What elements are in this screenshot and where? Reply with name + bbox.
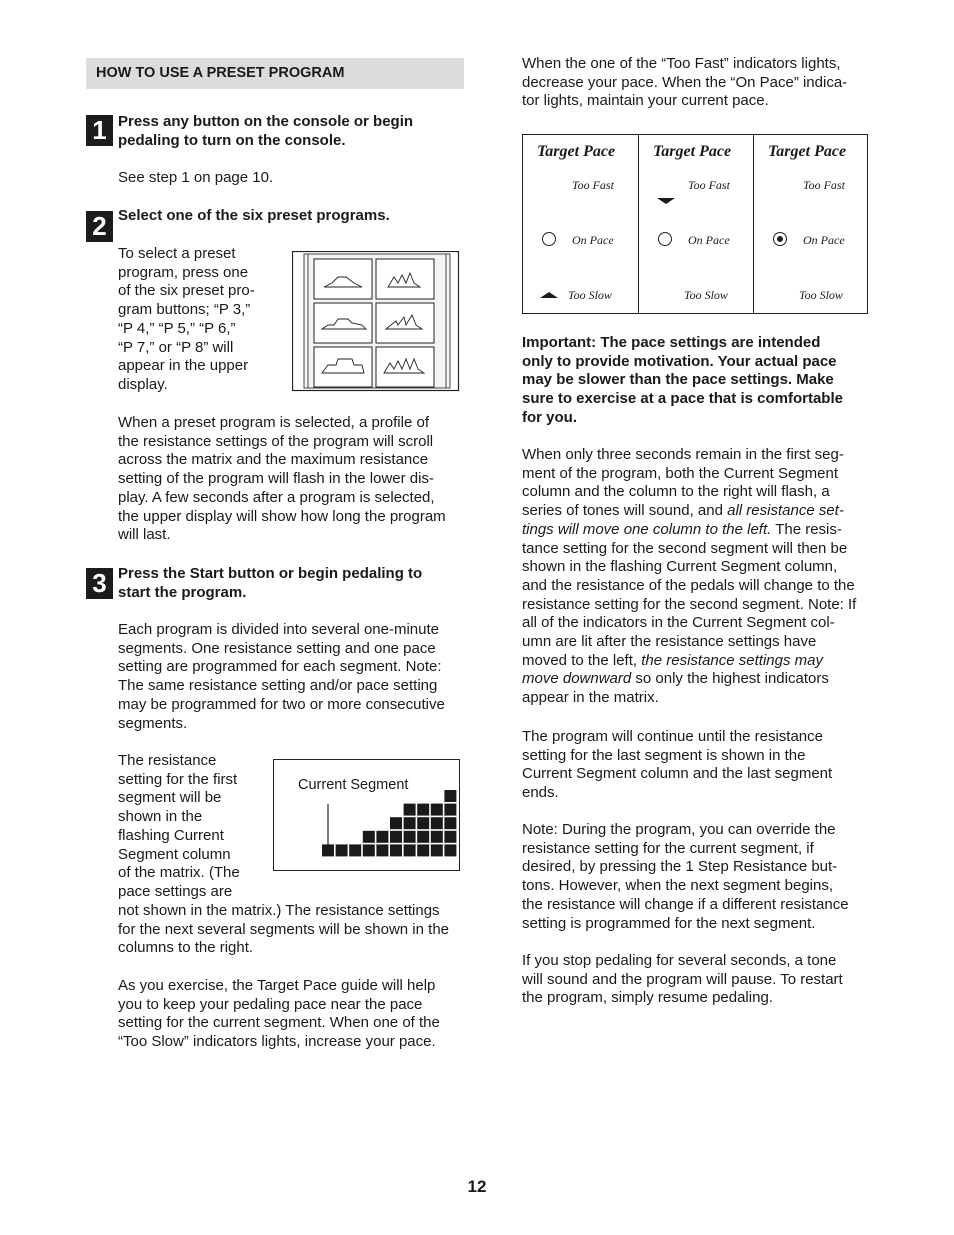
matrix-cell bbox=[390, 831, 402, 843]
too-fast-indicator bbox=[656, 197, 676, 205]
text-line bbox=[522, 521, 856, 540]
matrix-cell bbox=[431, 817, 443, 829]
text-line bbox=[522, 652, 856, 671]
matrix-cell bbox=[417, 817, 429, 829]
text-line: setting are programmed for each segment. Note: bbox=[118, 658, 442, 676]
matrix-cell bbox=[322, 844, 334, 856]
text-line: you to keep your pedaling pace near the pace bbox=[118, 995, 423, 1013]
matrix-cell bbox=[363, 844, 375, 856]
text-line: segment will be bbox=[118, 789, 222, 807]
text-line: setting for the first bbox=[118, 770, 238, 788]
matrix-cell bbox=[390, 844, 402, 856]
step-3-heading-line: Press the Start button or begin pedaling to bbox=[118, 565, 423, 582]
text-line bbox=[522, 483, 856, 502]
text-line: “Too Slow” indicators lights, increase your pace. bbox=[118, 1033, 436, 1051]
text-line: As you exercise, the Target Pace guide will help bbox=[118, 977, 436, 994]
on-pace-indicator bbox=[773, 232, 787, 246]
text-line bbox=[522, 670, 856, 689]
step-2-number: 2 bbox=[86, 211, 113, 242]
step-3-body bbox=[118, 621, 445, 733]
text-line: To select a preset bbox=[118, 245, 236, 262]
text-line: resistance setting for the current segment, if bbox=[522, 839, 814, 857]
current-segment-matrix bbox=[274, 760, 461, 872]
matrix-cell bbox=[390, 817, 402, 829]
text-line: sure to exercise at a pace that is comfortable bbox=[522, 390, 843, 408]
pause-note-text bbox=[522, 952, 843, 1008]
important-notice bbox=[522, 334, 843, 428]
too-fast-label: Too Fast bbox=[803, 178, 845, 192]
text-line: program, press one bbox=[118, 263, 249, 281]
on-pace-indicator bbox=[658, 232, 672, 246]
text-line bbox=[522, 502, 856, 521]
override-note-text bbox=[522, 821, 849, 933]
text-line: segments. bbox=[118, 714, 188, 732]
text-line: desired, by pressing the 1 Step Resistance but- bbox=[522, 858, 838, 876]
matrix-cell bbox=[404, 844, 416, 856]
on-pace-label: On Pace bbox=[572, 233, 614, 247]
matrix-cell bbox=[363, 831, 375, 843]
text-line: When a preset program is selected, a profile of bbox=[118, 414, 429, 431]
text-line: the upper display will show how long the program bbox=[118, 507, 446, 525]
step-3-heading bbox=[118, 565, 422, 602]
matrix-cell bbox=[444, 804, 456, 816]
text: resistance setting for the second segment. Note: If bbox=[522, 595, 857, 613]
too-slow-label: Too Slow bbox=[568, 288, 612, 302]
pace-intro-text bbox=[522, 55, 847, 111]
text-line: for you. bbox=[522, 408, 577, 426]
text-line: setting for the last segment is shown in the bbox=[522, 746, 806, 764]
matrix-cell bbox=[417, 844, 429, 856]
italic-text: the resistance settings may bbox=[641, 651, 823, 669]
text-line: gram buttons; “P 3,” bbox=[118, 301, 251, 319]
target-pace-column bbox=[523, 135, 638, 313]
text-line: the resistance will change if a different resistance bbox=[522, 895, 849, 913]
matrix-cell bbox=[444, 790, 456, 802]
current-segment-label: Current Segment bbox=[298, 777, 409, 793]
step-1-number: 1 bbox=[86, 115, 113, 146]
text-line: appear in the upper bbox=[118, 357, 249, 375]
step-3-side-text bbox=[118, 752, 240, 902]
text: so only the highest indicators bbox=[631, 670, 829, 688]
italic-text: move downward bbox=[522, 670, 632, 688]
text-line bbox=[522, 540, 856, 559]
current-segment-panel bbox=[273, 759, 460, 871]
matrix-cell bbox=[376, 844, 388, 856]
text-line: tons. However, when the next segment begins, bbox=[522, 877, 834, 895]
too-slow-indicator bbox=[539, 291, 559, 299]
step-3-target-pace-text bbox=[118, 977, 440, 1052]
text-line bbox=[522, 446, 856, 465]
text-line: decrease your pace. When the “On Pace” indica- bbox=[522, 73, 848, 91]
text-line: ends. bbox=[522, 784, 559, 802]
matrix-cell bbox=[444, 844, 456, 856]
italic-text: all resistance set- bbox=[727, 502, 844, 520]
text-line bbox=[522, 614, 856, 633]
text: all of the indicators in the Current Segment col- bbox=[522, 614, 835, 632]
step-2-side-text bbox=[118, 245, 255, 395]
text: tance setting for the second segment will then be bbox=[522, 539, 848, 557]
on-pace-label: On Pace bbox=[688, 233, 730, 247]
section-title: HOW TO USE A PRESET PROGRAM bbox=[96, 65, 345, 81]
target-pace-column bbox=[753, 135, 869, 313]
text-line: display. bbox=[118, 375, 168, 393]
text: moved to the left, bbox=[522, 651, 642, 669]
page-number: 12 bbox=[467, 1177, 487, 1196]
text: umn are lit after the resistance settings have bbox=[522, 633, 817, 651]
text-line: of the six preset pro- bbox=[118, 282, 255, 300]
target-pace-table bbox=[522, 134, 868, 314]
matrix-cell bbox=[417, 831, 429, 843]
text-line: Note: During the program, you can override the bbox=[522, 821, 836, 838]
text: series of tones will sound, and bbox=[522, 502, 728, 520]
too-slow-label: Too Slow bbox=[799, 288, 843, 302]
target-pace-title: Target Pace bbox=[537, 143, 616, 160]
text-line: setting of the program will flash in the lower dis- bbox=[118, 470, 434, 488]
text-line: tor lights, maintain your current pace. bbox=[522, 92, 769, 110]
matrix-cell bbox=[444, 817, 456, 829]
text-line: the program, simply resume pedaling. bbox=[522, 989, 773, 1007]
step-1-body: See step 1 on page 10. bbox=[118, 169, 274, 186]
text-line: shown in the bbox=[118, 808, 203, 826]
text-line: When the one of the “Too Fast” indicators lights, bbox=[522, 55, 841, 72]
text-line: Each program is divided into several one-minute bbox=[118, 621, 439, 638]
text-line: setting is programmed for the next segment. bbox=[522, 914, 816, 932]
step-3-heading-line: start the program. bbox=[118, 583, 247, 601]
text-line: will last. bbox=[118, 526, 171, 544]
text-line: of the matrix. (The bbox=[118, 864, 240, 882]
step-3-number: 3 bbox=[86, 568, 113, 599]
text-line: The resistance bbox=[118, 752, 217, 769]
matrix-cell bbox=[431, 831, 443, 843]
text-line bbox=[522, 596, 856, 615]
matrix-cell bbox=[349, 844, 361, 856]
preset-program-buttons-illustration bbox=[292, 251, 460, 392]
text-line: setting for the current segment. When one of the bbox=[118, 1014, 440, 1032]
step-2-heading: Select one of the six preset programs. bbox=[118, 207, 390, 224]
text: shown in the flashing Current Segment column, bbox=[522, 558, 838, 576]
text-line bbox=[522, 633, 856, 652]
text-line: Current Segment column and the last segment bbox=[522, 765, 833, 783]
text-line: will sound and the program will pause. To restart bbox=[522, 970, 843, 988]
matrix-cell bbox=[417, 804, 429, 816]
target-pace-column bbox=[638, 135, 754, 313]
text-line: columns to the right. bbox=[118, 939, 254, 957]
section-header bbox=[86, 58, 464, 89]
text-line: The same resistance setting and/or pace setting bbox=[118, 677, 438, 695]
step-1-heading-line: Press any button on the console or begin bbox=[118, 113, 414, 130]
text-line: not shown in the matrix.) The resistance settings bbox=[118, 902, 440, 919]
matrix-cell bbox=[376, 831, 388, 843]
on-pace-indicator bbox=[542, 232, 556, 246]
text-line: only to provide motivation. Your actual pace bbox=[522, 352, 837, 370]
text-line: may be slower than the pace settings. Make bbox=[522, 371, 834, 389]
text: ment of the program, both the Current Segment bbox=[522, 464, 839, 482]
text-line: flashing Current bbox=[118, 826, 224, 844]
text-line: segments. One resistance setting and one pace bbox=[118, 639, 436, 657]
text-line bbox=[522, 465, 856, 484]
too-fast-label: Too Fast bbox=[572, 178, 614, 192]
text-line: across the matrix and the maximum resistance bbox=[118, 451, 429, 469]
matrix-cell bbox=[336, 844, 348, 856]
text-line bbox=[522, 577, 856, 596]
matrix-cell bbox=[431, 804, 443, 816]
text: When only three seconds remain in the first seg- bbox=[522, 446, 844, 463]
italic-text: tings will move one column to the left. bbox=[522, 520, 772, 538]
matrix-cell bbox=[404, 804, 416, 816]
text-line: for the next several segments will be shown in the bbox=[118, 920, 450, 938]
text-line: “P 4,” “P 5,” “P 6,” bbox=[118, 319, 236, 337]
text-line: Segment column bbox=[118, 845, 231, 863]
segment-transition-text bbox=[522, 446, 856, 708]
text: and the resistance of the pedals will change to the bbox=[522, 576, 855, 594]
on-pace-label: On Pace bbox=[803, 233, 845, 247]
step-3-body-continued bbox=[118, 902, 449, 958]
matrix-cell bbox=[444, 831, 456, 843]
text-line: “P 7,” or “P 8” will bbox=[118, 338, 234, 356]
text-line: play. A few seconds after a program is selected, bbox=[118, 488, 435, 506]
text-line: If you stop pedaling for several seconds, a tone bbox=[522, 952, 837, 969]
text-line: pace settings are bbox=[118, 882, 233, 900]
step-1-heading bbox=[118, 113, 413, 150]
text-line: may be programmed for two or more consecutive bbox=[118, 695, 445, 713]
text: appear in the matrix. bbox=[522, 689, 659, 707]
too-fast-label: Too Fast bbox=[688, 178, 730, 192]
text-line: Important: The pace settings are intended bbox=[522, 334, 821, 351]
text-line bbox=[522, 689, 856, 708]
target-pace-title: Target Pace bbox=[653, 143, 732, 160]
matrix-cell bbox=[404, 817, 416, 829]
target-pace-title: Target Pace bbox=[768, 143, 847, 160]
step-2-body bbox=[118, 414, 446, 545]
step-1-heading-line: pedaling to turn on the console. bbox=[118, 131, 346, 149]
text-line bbox=[522, 558, 856, 577]
text-line: The program will continue until the resistance bbox=[522, 728, 823, 745]
matrix-cell bbox=[431, 844, 443, 856]
program-end-text bbox=[522, 728, 832, 803]
text: column and the column to the right will flash, a bbox=[522, 483, 830, 501]
text: The resis- bbox=[771, 520, 842, 538]
matrix-cell bbox=[404, 831, 416, 843]
text-line: the resistance settings of the program will scroll bbox=[118, 432, 434, 450]
too-slow-label: Too Slow bbox=[684, 288, 728, 302]
